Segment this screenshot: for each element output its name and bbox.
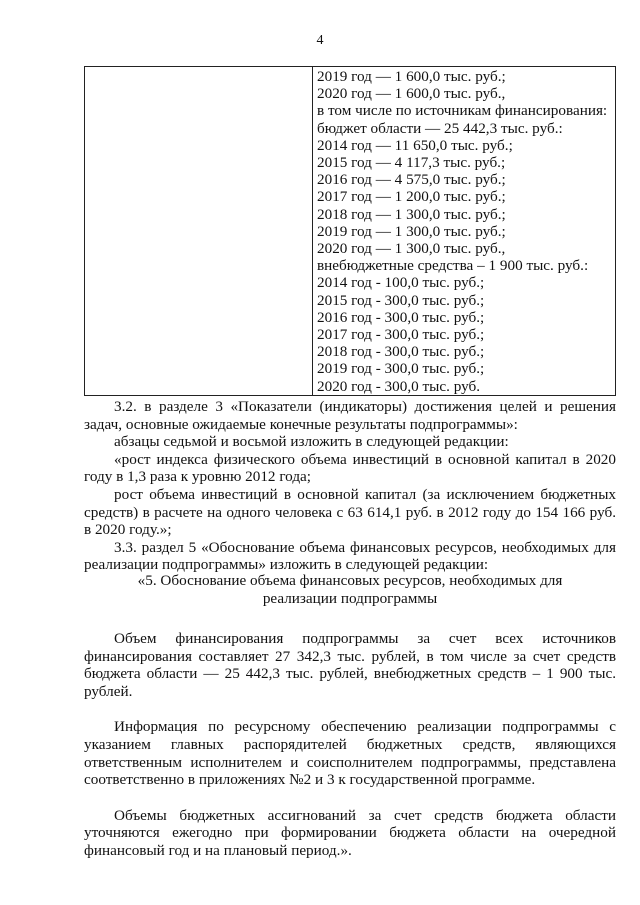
financing-line: 2016 год — 4 575,0 тыс. руб.; [317,171,506,189]
section-3-2-paragraph-1: «рост индекса физического объема инвестиций в основной капитал в 2020 году в 1,3 раза к уровню 2012 года; [84,450,616,486]
section-5-title [84,572,616,607]
financing-table [84,66,616,396]
section-5-paragraph-3: Объемы бюджетных ассигнований за счет средств бюджета области уточняются ежегодно при формировании бюджета области на очередной финансовый год и на плановый период.». [84,806,616,859]
financing-line: 2015 год — 4 117,3 тыс. руб.; [317,154,506,172]
financing-table-value-cell [317,68,615,395]
financing-line: бюджет области — 25 442,3 тыс. руб.: [317,119,563,137]
financing-line: 2014 год - 100,0 тыс. руб.; [317,274,485,292]
section-5-paragraph-1: Объем финансирования подпрограммы за счет всех источников финансирования составляет 27 342,3 тыс. рублей, в том числе за счет средств бюджета области — 25 442,3 тыс. рублей, внебюджетных средств – 1 900 тыс. рублей. [84,630,616,700]
financing-line: 2015 год - 300,0 тыс. руб.; [317,291,485,309]
financing-line: 2019 год - 300,0 тыс. руб.; [317,360,485,378]
section-3-2-instruction: абзацы седьмой и восьмой изложить в следующей редакции: [114,433,509,451]
financing-line: 2018 год — 1 300,0 тыс. руб.; [317,205,506,223]
financing-line: 2017 год — 1 200,0 тыс. руб.; [317,188,506,206]
financing-line: 2016 год - 300,0 тыс. руб.; [317,308,485,326]
section-5-title-line-2: реализации подпрограммы [262,589,438,607]
financing-line: 2017 год - 300,0 тыс. руб.; [317,326,485,344]
section-3-3-heading: 3.3. раздел 5 «Обоснование объема финансовых ресурсов, необходимых для реализации подпрограммы» изложить в следующей редакции: [84,538,616,574]
section-3-2-heading: 3.2. в разделе 3 «Показатели (индикаторы) достижения целей и решения задач, основные ожидаемые конечные результаты подпрограммы»: [84,398,616,433]
financing-line: 2019 год — 1 600,0 тыс. руб.; [317,68,506,85]
financing-table-label-cell [85,67,313,395]
section-3-2 [84,398,616,574]
section-5-title-line-1: «5. Обоснование объема финансовых ресурсов, необходимых для [137,572,563,589]
financing-line: 2020 год - 300,0 тыс. руб. [317,377,481,395]
financing-line: в том числе по источникам финансирования: [317,102,608,120]
financing-line: 2014 год — 11 650,0 тыс. руб.; [317,136,513,154]
financing-line: 2020 год — 1 600,0 тыс. руб., [317,85,506,103]
page-number: 4 [316,33,324,48]
financing-line: 2020 год — 1 300,0 тыс. руб., [317,240,506,258]
financing-line: 2019 год — 1 300,0 тыс. руб.; [317,222,506,240]
section-5-paragraph-2: Информация по ресурсному обеспечению реализации подпрограммы с указанием главных распорядителей бюджетных средств, являющихся ответственным исполнителем и соисполнителем подпрограммы, представлена соответственно в приложениях №2 и 3 к государственной программе. [84,718,616,789]
financing-line: 2018 год - 300,0 тыс. руб.; [317,343,485,361]
section-3-2-paragraph-2: рост объема инвестиций в основной капитал (за исключением бюджетных средств) в расчете на одного человека с 63 614,1 руб. в 2012 году до 154 166 руб. в 2020 году.»; [84,485,616,539]
section-5-body [84,630,616,860]
financing-line: внебюджетные средства – 1 900 тыс. руб.: [317,257,589,275]
